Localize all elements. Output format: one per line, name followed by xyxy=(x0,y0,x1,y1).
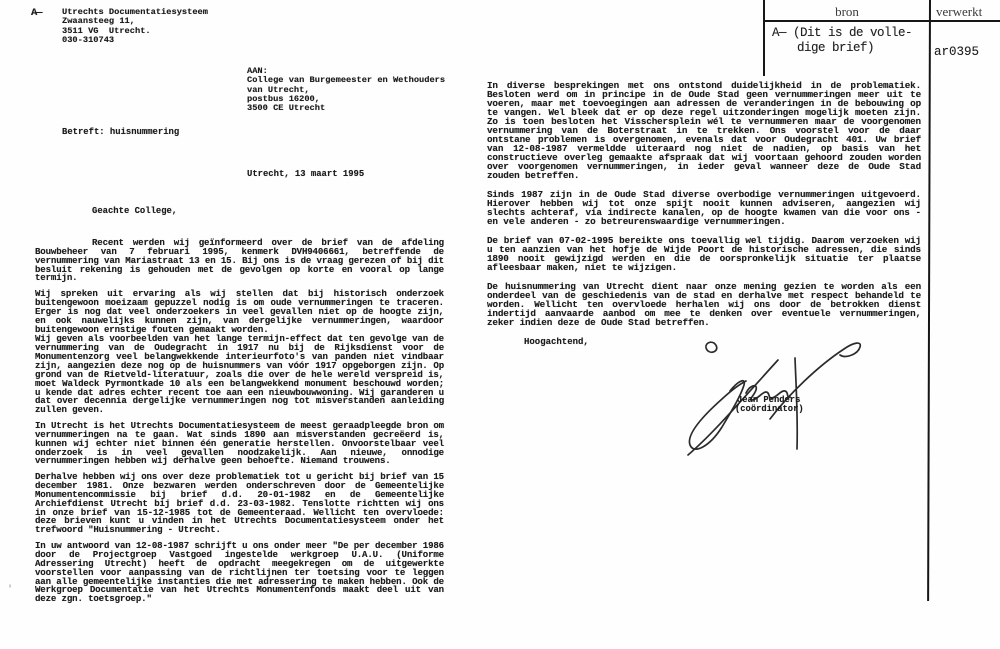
letter-paragraph: In Utrecht is het Utrechts Documentatiesysteem de meest geraadpleegde bron om vernummeringen na te gaan. Wat sinds 1890 aan misverstanden gecreëerd is, kunnen wij echter niet binnen één generatie herstellen. Onvoorstelbaar veel onderzoek is in veel gevallen noodzakelijk. Aan nieuwe, onnodige vernummeringen hebben wij derhalve geen behoefte. Niemand trouwens. xyxy=(35,420,444,467)
recipient-line: College van Burgemeester en Wethouders xyxy=(247,75,446,86)
signer-name: Jean Penders xyxy=(737,395,801,405)
verwerkt-column-label: verwerkt xyxy=(936,4,983,19)
letter-paragraph: In diverse besprekingen met ons ontstond duidelijkheid in de problematiek. Besloten werd om in principe in de Oude Stad geen vernummeringen meer uit te voeren, maar met toevoegingen aan adressen de veranderingen in de bebouwing op te vangen. Wel bleek dat er op deze regel uitzonderingen mogelijk moeten zijn. Zo is toen besloten het Visschersplein wél te vernummeren maar de voorgenomen vernummering van de Boterstraat in te trekken. Ons voorstel voor de daar ontstane problemen is overgenomen, evenals dat voor Oudegracht 401. Uw brief van 12-08-1987 vermeldde uiteraard nog niet de nadien, op basis van het constructieve overleg gemaakte afspraak dat wij voortaan gehoord zouden worden over voorgenomen vernummeringen, in ieder geval wanneer deze de Oude Stad zouden betreffen. xyxy=(487,80,921,181)
letter-paragraph: Sinds 1987 zijn in de Oude Stad diverse overbodige vernummeringen uitgevoerd. Hierover hebben wij tot onze spijt nooit kunnen adviseren, aangezien wij slechts achteraf, via indirecte kanalen, op de hoogte kwamen van die voor ons - en vele anderen - zo betreurenswaardige vernummeringen. xyxy=(487,189,921,227)
recipient-line: van Utrecht, xyxy=(247,84,310,95)
scan-margin-artifact: ' xyxy=(7,585,14,596)
bron-annotation-line1: A— (Dit is de volle- xyxy=(772,26,913,40)
bron-column-label: bron xyxy=(835,4,859,19)
letter-marker: A— xyxy=(31,7,42,19)
letterhead-line: Utrechts Documentatiesysteem xyxy=(62,7,208,17)
recipient-line: postbus 16200, xyxy=(247,93,320,104)
letterhead-line: 3511 VG Utrecht. xyxy=(62,25,151,36)
letter-paragraph: De huisnummering van Utrecht dient naar onze mening gezien te worden als een onderdeel van de geschiedenis van de stad en derhalve met respect behandeld te worden. Wellicht ten overvloede herhalen wij ons door de betrokken dienst indertijd aanvaarde aanbod om mee te denken over eventuele vernummeringen, zeker indien deze de Oude Stad betreffen. xyxy=(487,281,921,328)
letter-paragraph: Wij geven als voorbeelden van het lange termijn-effect dat ten gevolge van de vernummering van de Oudegracht in 1917 nu bij de Rijksdienst voor de Monumentenzorg veel belangwekkende interieurfoto's van panden niet vindbaar zijn, aangezien deze nog op de huisnummers van vóór 1917 opgeborgen zijn. Op grond van de Rietveld-literatuur, zoals die over de hele wereld verspreid is, moet Waldeck Pyrmontkade 10 als een belangwekkend monument beschouwd worden; u kende dat adres echter recent toe aan een nieuwbouwwoning. Wij garanderen u dat over decennia dergelijke vernummeringen nog tot misverstanden aanleiding zullen geven. xyxy=(35,333,444,416)
letterhead-line: 030-310743 xyxy=(62,35,115,46)
subject-line: Betreft: huisnummering xyxy=(62,127,180,137)
recipient-address xyxy=(247,67,445,113)
form-divider-right xyxy=(927,0,931,601)
recipient-line: AAN: xyxy=(247,66,268,76)
signer-role: (coördinator) xyxy=(735,404,804,414)
closing-line: Hoogachtend, xyxy=(524,337,589,347)
sender-letterhead xyxy=(62,8,208,46)
letter-paragraph: De brief van 07-02-1995 bereikte ons toevallig wel tijdig. Daarom verzoeken wij u ten aanzien van het hofje de Wijde Poort de historische adressen, die sinds 1890 nooit gewijzigd werden en die de oorspronkelijk situatie ter plaatse afleesbaar maken, niet te wijzigen. xyxy=(487,235,921,273)
bron-annotation-line2: dige brief) xyxy=(797,41,875,55)
form-header-rule xyxy=(764,20,1000,22)
letterhead-line: Zwaansteeg 11, xyxy=(62,16,135,27)
recipient-line: 3500 CE Utrecht xyxy=(247,103,326,114)
verwerkt-code: ar0395 xyxy=(934,45,980,59)
letter-paragraph: In uw antwoord van 12-08-1987 schrijft u ons onder meer "De per december 1986 door de Projectgroep Vastgoed ingestelde werkgroep U.A.U. (Uniforme Adressering Utrecht) heeft de opdracht meegekregen om de uitgewerkte voorstellen voor aanpassing van de richtlijnen ter toetsing voor te leggen aan alle gemeentelijke instanties die met adressering te maken hebben. Ook de Werkgroep Documentatie van het Utrechts Monumentenfonds maakt deel uit van deze zgn. toetsgroep." xyxy=(35,540,444,605)
letter-body-right-column xyxy=(487,81,921,337)
letter-paragraph: Wij spreken uit ervaring als wij stellen dat bij historisch onderzoek buitengewoon moeizaam gepuzzel nodig is om oude vernummeringen te traceren. Erger is nog dat veel onderzoekers in veel gevallen niet op de hoogte zijn, en ook nauwelijks kunnen zijn, van dergelijke vernummeringen, waardoor buitengewoon ernstige fouten gemaakt worden. xyxy=(35,288,444,335)
signature-flourish-o xyxy=(706,342,717,352)
letter-paragraph: Recent werden wij geïnformeerd over de brief van de afdeling Bouwbeheer van 7 februari 1995, kenmerk DVH9406661, betreffende de vernummering van Mariastraat 13 en 15. Bij ons is de vraag gerezen of bij dit besluit rekening is gehouden met de gevolgen op korte en vooral op lange termijn. xyxy=(35,237,444,284)
letter-body-left-column xyxy=(35,239,444,611)
dateline: Utrecht, 13 maart 1995 xyxy=(247,169,365,179)
salutation: Geachte College, xyxy=(92,206,178,216)
letter-paragraph: Derhalve hebben wij ons over deze problematiek tot u gericht bij brief van 15 december 1981. Onze bezwaren werden onderschreven door de Gemeentelijke Monumentencommissie bij brief d.d. 20-01-1982 en de Gemeentelijke Archiefdienst Utrecht bij brief d.d. 23-03-1982. Tenslotte richtten wij ons in onze brief van 15-12-1985 tot de Gemeenteraad. Wellicht ten overvloede: deze brieven kunt u vinden in het Utrechts Documentatiesysteem onder het trefwoord "Huisnummering - Utrecht. xyxy=(35,471,444,536)
